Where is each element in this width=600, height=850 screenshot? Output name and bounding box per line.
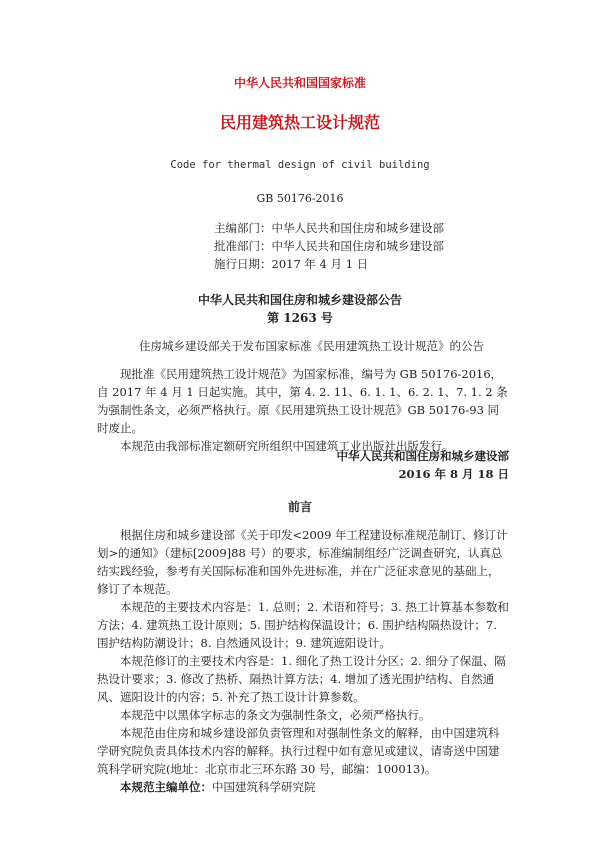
standard-code: GB 50176-2016 xyxy=(256,192,344,205)
announcement-number: 第 1263 号 xyxy=(267,311,333,325)
signature-date: 2016 年 8 月 18 日 xyxy=(398,467,509,481)
announcement-paragraph: 现批准《民用建筑热工设计规范》为国家标准，编号为 GB 50176-2016，自 2017 年 4 月 1 日起实施。其中，第 4. 2. 11、6. 1. 1、6. 2. 1、7. 1. 2 条为强制性条文，必须严格执行。原《民用建筑热工设计规范》GB 50176-93 同时废止。 xyxy=(97,367,508,435)
announcement-paragraph: 本规范由我部标准定额研究所组织中国建筑工业出版社出版发行。 xyxy=(120,439,454,453)
announcement-signature xyxy=(337,447,510,483)
preface-paragraph: 本规范中以黑体字标志的条文为强制性条文，必须严格执行。 xyxy=(120,708,431,722)
preface-body xyxy=(97,526,509,796)
preface-paragraph: 本规范的主要技术内容是：1. 总则；2. 术语和符号；3. 热工计算基本参数和方法；4. 建筑热工设计原则；5. 围护结构保温设计；6. 围护结构隔热设计；7. 围护结构防潮设计；8. 自然通风设计；9. 建筑遮阳设计。 xyxy=(97,600,509,650)
signature-org: 中华人民共和国住房和城乡建设部 xyxy=(336,449,509,463)
document-title: 民用建筑热工设计规范 xyxy=(219,113,380,132)
effective-date: 施行日期：2017 年 4 月 1 日 xyxy=(214,257,369,271)
announcement-subject: 住房城乡建设部关于发布国家标准《民用建筑热工设计规范》的公告 xyxy=(139,339,484,353)
chief-unit-line xyxy=(97,778,509,796)
english-title: Code for thermal design of civil building xyxy=(170,159,430,171)
editor-department: 主编部门：中华人民共和国住房和城乡建设部 xyxy=(214,221,444,235)
preface-paragraph: 本规范由住房和城乡建设部负责管理和对强制性条文的解释，由中国建筑科学研究院负责具体技术内容的解释。执行过程中如有意见或建议，请寄送中国建筑科学研究院(地址：北京市北三环东路 30 号，邮编：100013)。 xyxy=(97,726,500,776)
announcement-heading xyxy=(0,291,600,327)
chief-unit-label: 本规范主编单位： xyxy=(120,780,212,794)
chief-unit-value: 中国建筑科学研究院 xyxy=(212,780,316,794)
standard-category: 中华人民共和国国家标准 xyxy=(233,76,366,90)
preface-paragraph: 根据住房和城乡建设部《关于印发<2009 年工程建设标准规范制订、修订计划>的通知》（建标[2009]88 号）的要求，标准编制组经广泛调查研究，认真总结实践经验，参考有关国际标准和国外先进标准，并在广泛征求意见的基础上，修订了本规范。 xyxy=(97,528,508,596)
preface-heading: 前言 xyxy=(287,500,312,514)
announcement-issuer: 中华人民共和国住房和城乡建设部公告 xyxy=(197,293,402,307)
approver-department: 批准部门：中华人民共和国住房和城乡建设部 xyxy=(214,239,444,253)
meta-block xyxy=(214,219,444,273)
preface-paragraph: 本规范修订的主要技术内容是：1. 细化了热工设计分区；2. 细分了保温、隔热设计要求；3. 修改了热桥、隔热计算方法；4. 增加了透光围护结构、自然通风、遮阳设计的内容；5. 补充了热工设计计算参数。 xyxy=(97,654,506,704)
announcement-body xyxy=(97,365,509,455)
